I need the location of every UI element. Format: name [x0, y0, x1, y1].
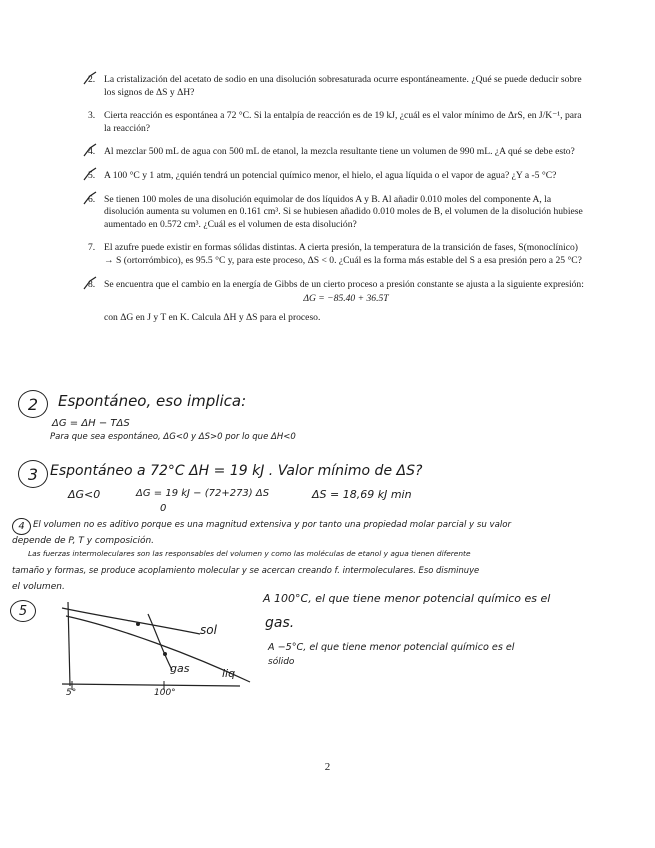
tick-label-left: 5° — [66, 688, 77, 698]
check-mark-icon — [82, 70, 98, 86]
problem-text: A 100 °C y 1 atm, ¿quién tendrá un potencial químico menor, el hielo, el agua líquida o el vapor de agua? ¿Y a -5 °C? — [104, 169, 557, 181]
answer-number-circle — [10, 600, 36, 622]
problem-number: 3. — [88, 110, 96, 122]
answer-4-line-1: El volumen no es aditivo porque es una magnitud extensiva y por tanto una propiedad molar parcial y su valor — [33, 520, 512, 530]
problem-5 — [88, 170, 588, 183]
check-mark-icon — [82, 190, 98, 206]
answer-number-circle — [12, 518, 31, 535]
problem-text: Al mezclar 500 mL de agua con 500 mL de etanol, la mezcla resultante tiene un volumen de 990 mL. ¿A qué se debe esto? — [104, 146, 575, 158]
problem-8 — [88, 279, 588, 325]
label-liq: liq — [222, 667, 236, 680]
problem-text: Cierta reacción es espontánea a 72 °C. Si la entalpía de reacción es de 19 kJ, ¿cuál es el valor mínimo de ΔrS, en J/K⁻¹, para la reacción? — [104, 110, 582, 134]
problem-text: Se tienen 100 moles de una disolución equimolar de dos líquidos A y B. Al añadir 0.010 moles del componente A, la disolución aumenta su volumen en 0.161 cm³. Si se hubiesen añadido 0.010 moles de B, el volumen de la disolución hubiese aumentado en 0.572 cm³. ¿Cuál es el volumen de esta disolución? — [104, 193, 583, 230]
solid-curve — [62, 608, 200, 634]
y-axis — [68, 602, 70, 686]
answer-3-line-1: Espontáneo a 72°C ΔH = 19 kJ . Valor mínimo de ΔS? — [50, 463, 423, 479]
answer-5-text-4: sólido — [268, 657, 295, 667]
tick-label-right: 100° — [154, 688, 176, 698]
check-mark-icon — [82, 166, 98, 182]
problem-number: 5. — [88, 169, 96, 181]
problem-number: 2. — [88, 74, 96, 85]
intersection-point — [163, 652, 167, 656]
problem-7 — [88, 242, 588, 267]
answer-number: 4 — [18, 521, 25, 532]
answer-number: 3 — [27, 464, 39, 484]
problem-text: Se encuentra que el cambio en la energía de Gibbs de un cierto proceso a presión constante se ajusta a la siguiente expresión: — [104, 278, 584, 290]
answer-4-line-2: depende de P, T y composición. — [12, 536, 155, 546]
problem-4 — [88, 146, 588, 159]
problem-number: 8. — [88, 278, 96, 290]
answer-5-text-1: A 100°C, el que tiene menor potencial químico es el — [263, 592, 551, 605]
chemical-potential-sketch — [40, 598, 280, 702]
answer-3-line-2b: ΔG = 19 kJ − (72+273) ΔS — [136, 488, 270, 499]
answer-number: 5 — [18, 603, 28, 619]
answer-3-line-2c: ΔS = 18,69 kJ min — [312, 488, 412, 501]
problem-text: La cristalización del acetato de sodio en una disolución sobresaturada ocurre espontáneamente. ¿Qué se puede deducir sobre los signos de ΔS y ΔH? — [104, 74, 582, 98]
answer-2-line-3: Para que sea espontáneo, ΔG<0 y ΔS>0 por lo que ΔH<0 — [50, 432, 296, 442]
label-sol: sol — [200, 623, 217, 637]
formula: ΔG = −85.40 + 36.5T — [303, 293, 389, 305]
answer-3-line-2a: ΔG<0 — [68, 488, 101, 501]
problem-2 — [88, 74, 588, 99]
check-mark-icon — [82, 142, 98, 158]
answer-5-text-3: A −5°C, el que tiene menor potencial químico es el — [268, 642, 515, 653]
answer-4-line-3: Las fuerzas intermoleculares son las responsables del volumen y como las moléculas de etanol y agua tienen diferente — [28, 549, 471, 558]
answer-2-line-1: Espontáneo, eso implica: — [58, 392, 247, 410]
problem-number: 7. — [88, 242, 96, 254]
check-mark-icon — [82, 275, 98, 291]
label-gas: gas — [170, 662, 190, 675]
problem-list — [88, 74, 588, 335]
page-number: 2 — [324, 761, 331, 773]
problem-number: 4. — [88, 146, 96, 158]
problem-text: El azufre puede existir en formas sólidas distintas. A cierta presión, la temperatura de la transición de fases, S(monoclínico) → S (ortorrómbico), es 95.5 °C y, para este proceso, ΔS < 0. ¿Cuál es la forma más estable del S a esa presión pero a 25 °C? — [104, 242, 582, 266]
answer-3-line-3: 0 — [160, 503, 167, 514]
x-axis — [62, 684, 240, 686]
answer-number: 2 — [27, 394, 39, 414]
problem-text-after: con ΔG en J y T en K. Calcula ΔH y ΔS para el proceso. — [104, 311, 321, 323]
problem-6 — [88, 194, 588, 232]
problem-3 — [88, 110, 588, 135]
answer-number-circle — [18, 460, 48, 488]
answer-5-text-2: gas. — [265, 615, 295, 631]
answer-4-line-5: el volumen. — [12, 582, 65, 592]
problem-number: 6. — [88, 193, 96, 205]
answer-number-circle — [18, 390, 48, 418]
intersection-point — [136, 622, 140, 626]
answer-4-line-4: tamaño y formas, se produce acoplamiento molecular y se acercan creando f. intermoleculares. Eso disminuye — [12, 565, 480, 575]
answer-2-line-2: ΔG = ΔH − TΔS — [52, 418, 130, 429]
